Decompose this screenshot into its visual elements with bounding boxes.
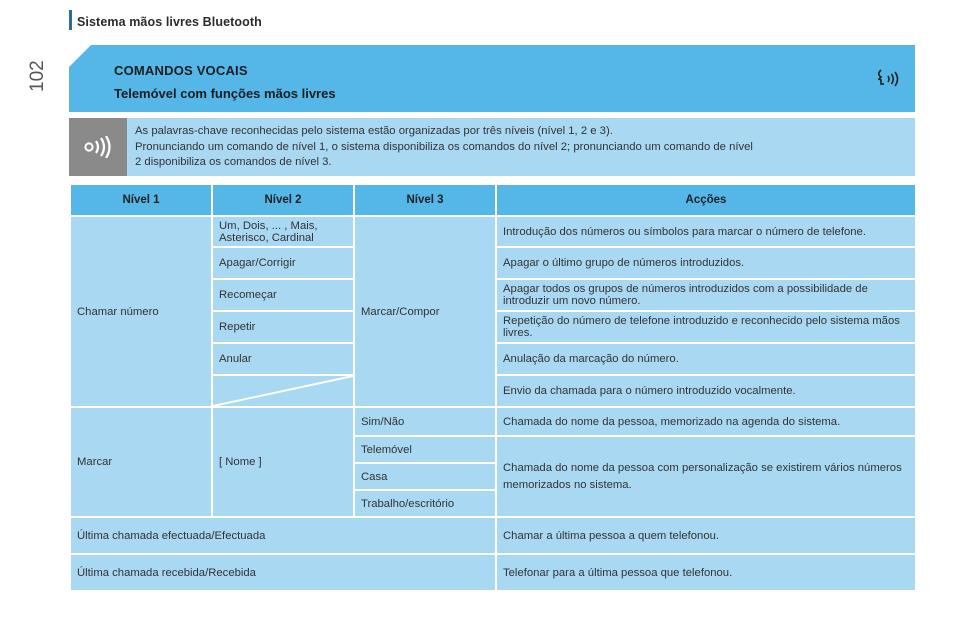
header-actions: Acções bbox=[496, 184, 916, 216]
level3-cell: Telemóvel bbox=[354, 436, 496, 463]
level3-cell: Trabalho/escritório bbox=[354, 490, 496, 517]
action-cell: Chamar a última pessoa a quem telefonou. bbox=[496, 517, 916, 554]
level2-cell: Um, Dois, ... , Mais, Asterisco, Cardinal bbox=[212, 216, 354, 247]
table-row bbox=[70, 517, 916, 554]
level3-cell: Sim/Não bbox=[354, 407, 496, 436]
level3-cell: Marcar/Compor bbox=[354, 216, 496, 407]
action-cell: Apagar todos os grupos de números introduzidos com a possibilidade de introduzir um novo número. bbox=[496, 279, 916, 311]
action-cell: Repetição do número de telefone introduzido e reconhecido pelo sistema mãos livres. bbox=[496, 311, 916, 343]
level1-cell: Marcar bbox=[70, 407, 212, 517]
intro-text bbox=[135, 124, 905, 171]
speaker-sound-icon bbox=[69, 118, 127, 176]
level2-cell: Anular bbox=[212, 343, 354, 375]
level3-cell: Casa bbox=[354, 463, 496, 490]
voice-commands-table bbox=[69, 183, 917, 592]
voice-command-icon bbox=[875, 67, 901, 91]
command-cell: Última chamada recebida/Recebida bbox=[70, 554, 496, 591]
header-level-1: Nível 1 bbox=[70, 184, 212, 216]
action-cell: Anulação da marcação do número. bbox=[496, 343, 916, 375]
level2-cell: Recomeçar bbox=[212, 279, 354, 311]
action-cell: Chamada do nome da pessoa, memorizado na agenda do sistema. bbox=[496, 407, 916, 436]
header-level-2: Nível 2 bbox=[212, 184, 354, 216]
intro-line: Pronunciando um comando de nível 1, o sistema disponibiliza os comandos do nível 2; pronunciando um comando de nível bbox=[135, 140, 753, 153]
level2-cell: [ Nome ] bbox=[212, 407, 354, 517]
section-marker-bar bbox=[69, 10, 72, 30]
intro-line: 2 disponibiliza os comandos de nível 3. bbox=[135, 156, 332, 168]
command-cell: Última chamada efectuada/Efectuada bbox=[70, 517, 496, 554]
section-title: Sistema mãos livres Bluetooth bbox=[77, 15, 262, 29]
intro-line: As palavras-chave reconhecidas pelo sistema estão organizadas por três níveis (nível 1, 2 e 3). bbox=[135, 125, 613, 137]
action-cell: Introdução dos números ou símbolos para marcar o número de telefone. bbox=[496, 216, 916, 247]
level2-cell: Apagar/Corrigir bbox=[212, 247, 354, 279]
table-header-row bbox=[70, 184, 916, 216]
action-cell: Telefonar para a última pessoa que telefonou. bbox=[496, 554, 916, 591]
table-row bbox=[70, 407, 916, 436]
page-number-text: 102 bbox=[27, 60, 48, 92]
diagonal-slash bbox=[213, 376, 353, 406]
speaker-sound-glyph bbox=[83, 136, 113, 158]
action-cell: Envio da chamada para o número introduzido vocalmente. bbox=[496, 375, 916, 407]
banner-corner-cut bbox=[69, 45, 91, 67]
level2-cell: Repetir bbox=[212, 311, 354, 343]
title-banner bbox=[69, 45, 915, 112]
action-cell: Apagar o último grupo de números introduzidos. bbox=[496, 247, 916, 279]
action-cell: Chamada do nome da pessoa com personalização se existirem vários números memorizados no sistema. bbox=[496, 436, 916, 517]
table-row bbox=[70, 216, 916, 247]
level1-cell: Chamar número bbox=[70, 216, 212, 407]
empty-level2-cell bbox=[212, 375, 354, 407]
page-number bbox=[27, 18, 53, 92]
intro-box bbox=[69, 118, 915, 176]
banner-title: COMANDOS VOCAIS bbox=[114, 63, 248, 78]
banner-subtitle: Telemóvel com funções mãos livres bbox=[114, 86, 336, 101]
table-row bbox=[70, 554, 916, 591]
header-level-3: Nível 3 bbox=[354, 184, 496, 216]
